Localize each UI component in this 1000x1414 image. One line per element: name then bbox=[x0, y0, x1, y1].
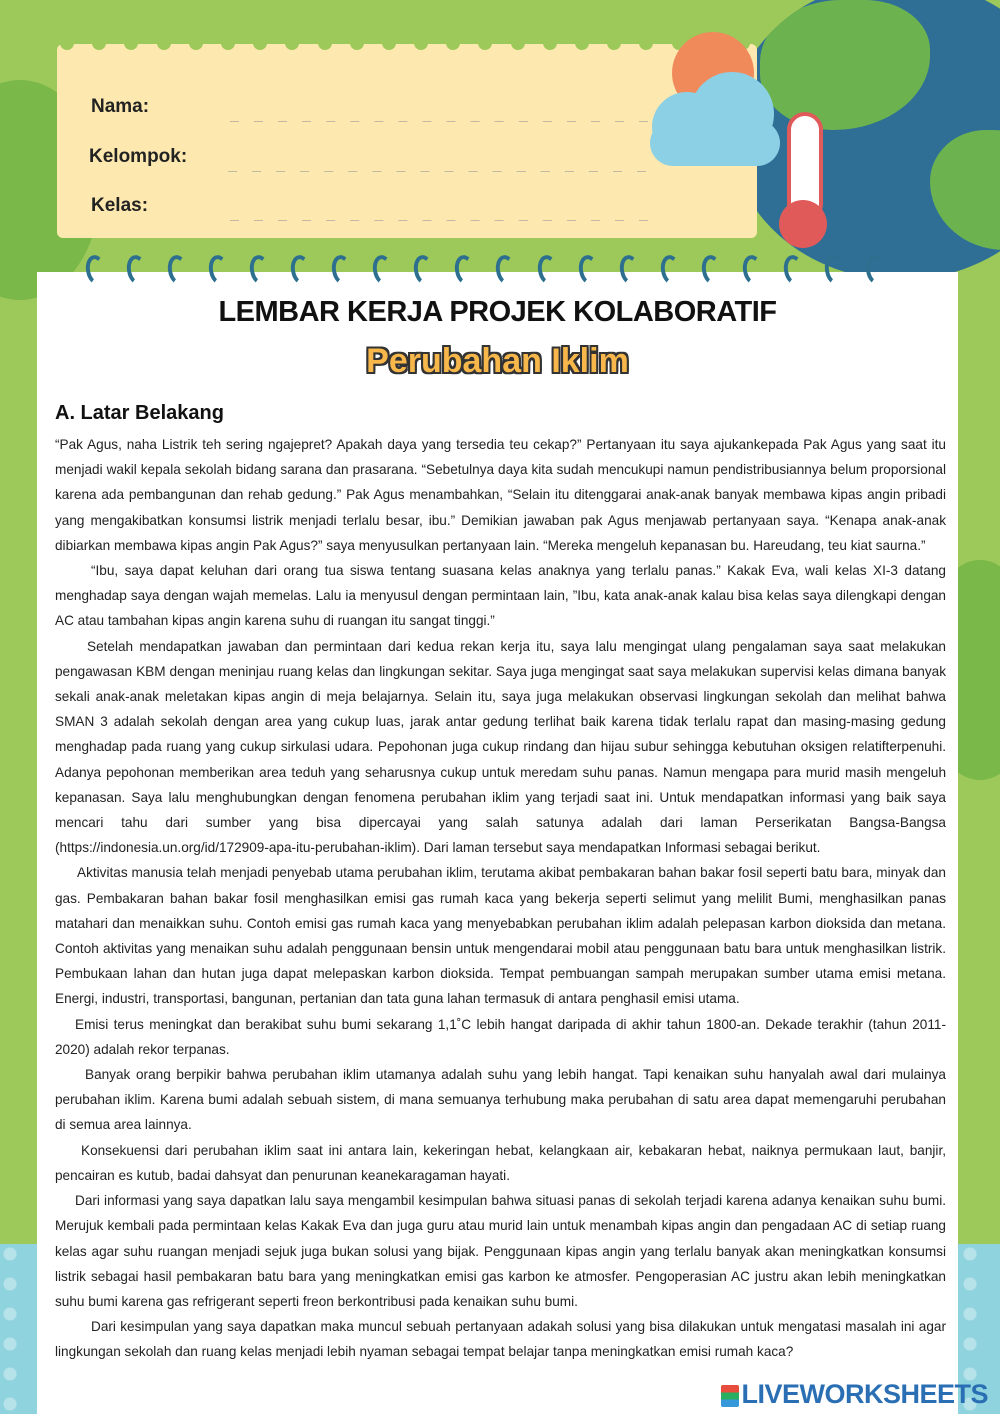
paragraph: Emisi terus meningkat dan berakibat suhu bumi sekarang 1,1˚C lebih hangat daripada di akhir tahun 1800-an. Dekade terakhir (tahun 2011-2020) adalah rekor terpanas. bbox=[55, 1016, 946, 1057]
paragraph: Banyak orang berpikir bahwa perubahan iklim utamanya adalah suhu yang lebih hangat. Tapi kenaikan suhu hanyalah awal dari mulainya perubahan iklim. Karena bumi adalah sebuah sistem, di mana semuanya terhubung maka perubahan di satu area dapat memengaruhi perubahan di semua area lainnya. bbox=[55, 1067, 946, 1133]
group-input-line[interactable]: _ _ _ _ _ _ _ _ _ _ _ _ _ _ _ _ _ _ bbox=[228, 154, 650, 172]
paragraph: Setelah mendapatkan jawaban dan permintaan dari kedua rekan kerja itu, saya lalu mengingat ulang pengalaman saya saat melakukan pengawasan KBM dengan meninjau ruang kelas dan lingkungan sekitar. Saya juga mengingat saat saya melakukan supervisi kelas dimana banyak sekali anak-anak meletakan kipas angin di meja belajarnya. Selain itu, saya juga melakukan observasi lingkungan sekolah dan melihat bahwa SMAN 3 adalah sekolah dengan area yang cukup luas, jarak antar gedung terlihat baik karena tidak terlalu rapat dan masing-masing gedung menghadap pada ruang yang cukup sirkulasi udara. Pepohonan juga cukup rindang dan hijau subur sehingga kebutuhan oksigen relatifterpenuhi. Adanya pepohonan memberikan area teduh yang seharusnya cukup untuk meredam suhu panas. Namun mengapa para murid masih mengeluh kepanasan. Saya lalu menghubungkan dengan fenomena perubahan iklim yang terjadi saat ini. Untuk mendapatkan informasi yang baik saya mencari tahu dari sumber yang bisa dipercayai yang salah satunya adalah dari laman Perserikatan Bangsa-Bangsa (https://indonesia.un.org/id/172909-apa-itu-perubahan-iklim). Dari laman tersebut saya mendapatkan Informasi sebagai berikut. bbox=[55, 638, 946, 856]
note-holes bbox=[60, 36, 750, 58]
paragraph: Dari informasi yang saya dapatkan lalu saya mengambil kesimpulan bahwa situasi panas di sekolah terjadi karena adanya kenaikan suhu bumi. Merujuk kembali pada permintaan kelas Kakak Eva dan juga guru atau murid lain untuk menambah kipas angin dan pengadaan AC di setiap ruang kelas agar suhu ruangan menjadi sejuk juga bukan solusi yang bijak. Penggunaan kipas angin yang terlalu banyak akan meningkatkan konsumsi listrik sebagai hasil pembakaran batu bara yang meningkatkan emisi gas karbon ke atmosfer. Pengoperasian AC justru akan lebih meningkatkan suhu bumi karena gas refrigerant seperti freon berkontribusi pada kenaikan suhu bumi. bbox=[55, 1193, 946, 1309]
page-subtitle: Perubahan Iklim bbox=[366, 342, 629, 380]
paragraph: Dari kesimpulan yang saya dapatkan maka muncul sebuah pertanyaan adakah solusi yang bisa dilakukan untuk mengatasi masalah ini agar lingkungan sekolah dan ruang kelas menjadi lebih nyaman sebagai tempat belajar tanpa meningkatkan emisi rumah kaca? bbox=[55, 1319, 946, 1360]
paragraph: Aktivitas manusia telah menjadi penyebab utama perubahan iklim, terutama akibat pembakaran bahan bakar fosil seperti batu bara, minyak dan gas. Pembakaran bahan bakar fosil menghasilkan emisi gas rumah kaca yang bekerja seperti selimut yang melilit Bumi, menghasilkan panas matahari dan menaikkan suhu. Contoh emisi gas rumah kaca yang menyebabkan perubahan iklim adalah pelepasan karbon dioksida dan metana. Contoh aktivitas yang menaikan suhu adalah penggunaan bensin untuk mengendarai mobil atau penggunaan batu bara untuk menghasilkan listrik. Pembukaan lahan dan hutan juga dapat melepaskan karbon dioksida. Tempat pembuangan sampah merupakan sumber utama emisi metana. Energi, industri, transportasi, bangunan, pertanian dan tata guna lahan termasuk di antara penghasil emisi utama. bbox=[55, 865, 946, 1007]
class-input-line[interactable]: _ _ _ _ _ _ _ _ _ _ _ _ _ _ _ _ _ _ bbox=[230, 203, 652, 221]
spiral-binding bbox=[86, 255, 886, 289]
paragraph: “Pak Agus, naha Listrik teh sering ngajepret? Apakah daya yang tersedia teu cekap?” Pertanyaan itu saya ajukankepada Pak Agus yang saat itu menjadi wakil kepala sekolah bidang sarana dan prasarana. “Sebetulnya daya kita sudah mencukupi namun pendistribusiannya belum proporsional karena ada pembangunan dan rehab gedung.” Pak Agus menambahkan, “Selain itu ditenggarai anak-anak banyak membawa kipas angin pribadi yang mengakibatkan konsumsi listrik menjadi terlalu besar, ibu.” Demikian jawaban pak Agus menjawab pertanyaan saya. “Kenapa anak-anak dibiarkan membawa kipas angin Pak Agus?” saya menyusulkan pertanyaan lain. “Mereka mengeluh kepanasan bu. Hareudang, teu kiat saurna.” bbox=[55, 437, 946, 553]
name-label: Nama: bbox=[91, 96, 150, 117]
paragraph: “Ibu, saya dapat keluhan dari orang tua siswa tentang suasana kelas anaknya yang terlalu panas.” Kakak Eva, wali kelas XI-3 datang menghadap saya dengan wajah memelas. Lalu ia menyusul dengan permintaan lain, ”Ibu, kata anak-anak kalau bisa kelas saya dilengkapi dengan AC atau tambahan kipas angin karena suhu di ruangan itu sangat tinggi.” bbox=[55, 563, 946, 629]
liveworksheets-logo: LIVEWORKSHEETS bbox=[721, 1379, 988, 1410]
paragraph: Konsekuensi dari perubahan iklim saat ini antara lain, kekeringan hebat, kelangkaan air, kebakaran hebat, naiknya permukaan laut, banjir, pencairan es kutub, badai dahsyat dan penurunan keanekaragaman hayati. bbox=[55, 1142, 946, 1183]
class-label: Kelas: bbox=[91, 195, 149, 216]
section-heading: A. Latar Belakang bbox=[55, 402, 224, 424]
body-text bbox=[55, 432, 946, 1365]
name-input-line[interactable]: _ _ _ _ _ _ _ _ _ _ _ _ _ _ _ _ _ _ bbox=[230, 104, 652, 122]
page-title: LEMBAR KERJA PROJEK KOLABORATIF bbox=[218, 296, 777, 328]
group-label: Kelompok: bbox=[89, 146, 188, 167]
